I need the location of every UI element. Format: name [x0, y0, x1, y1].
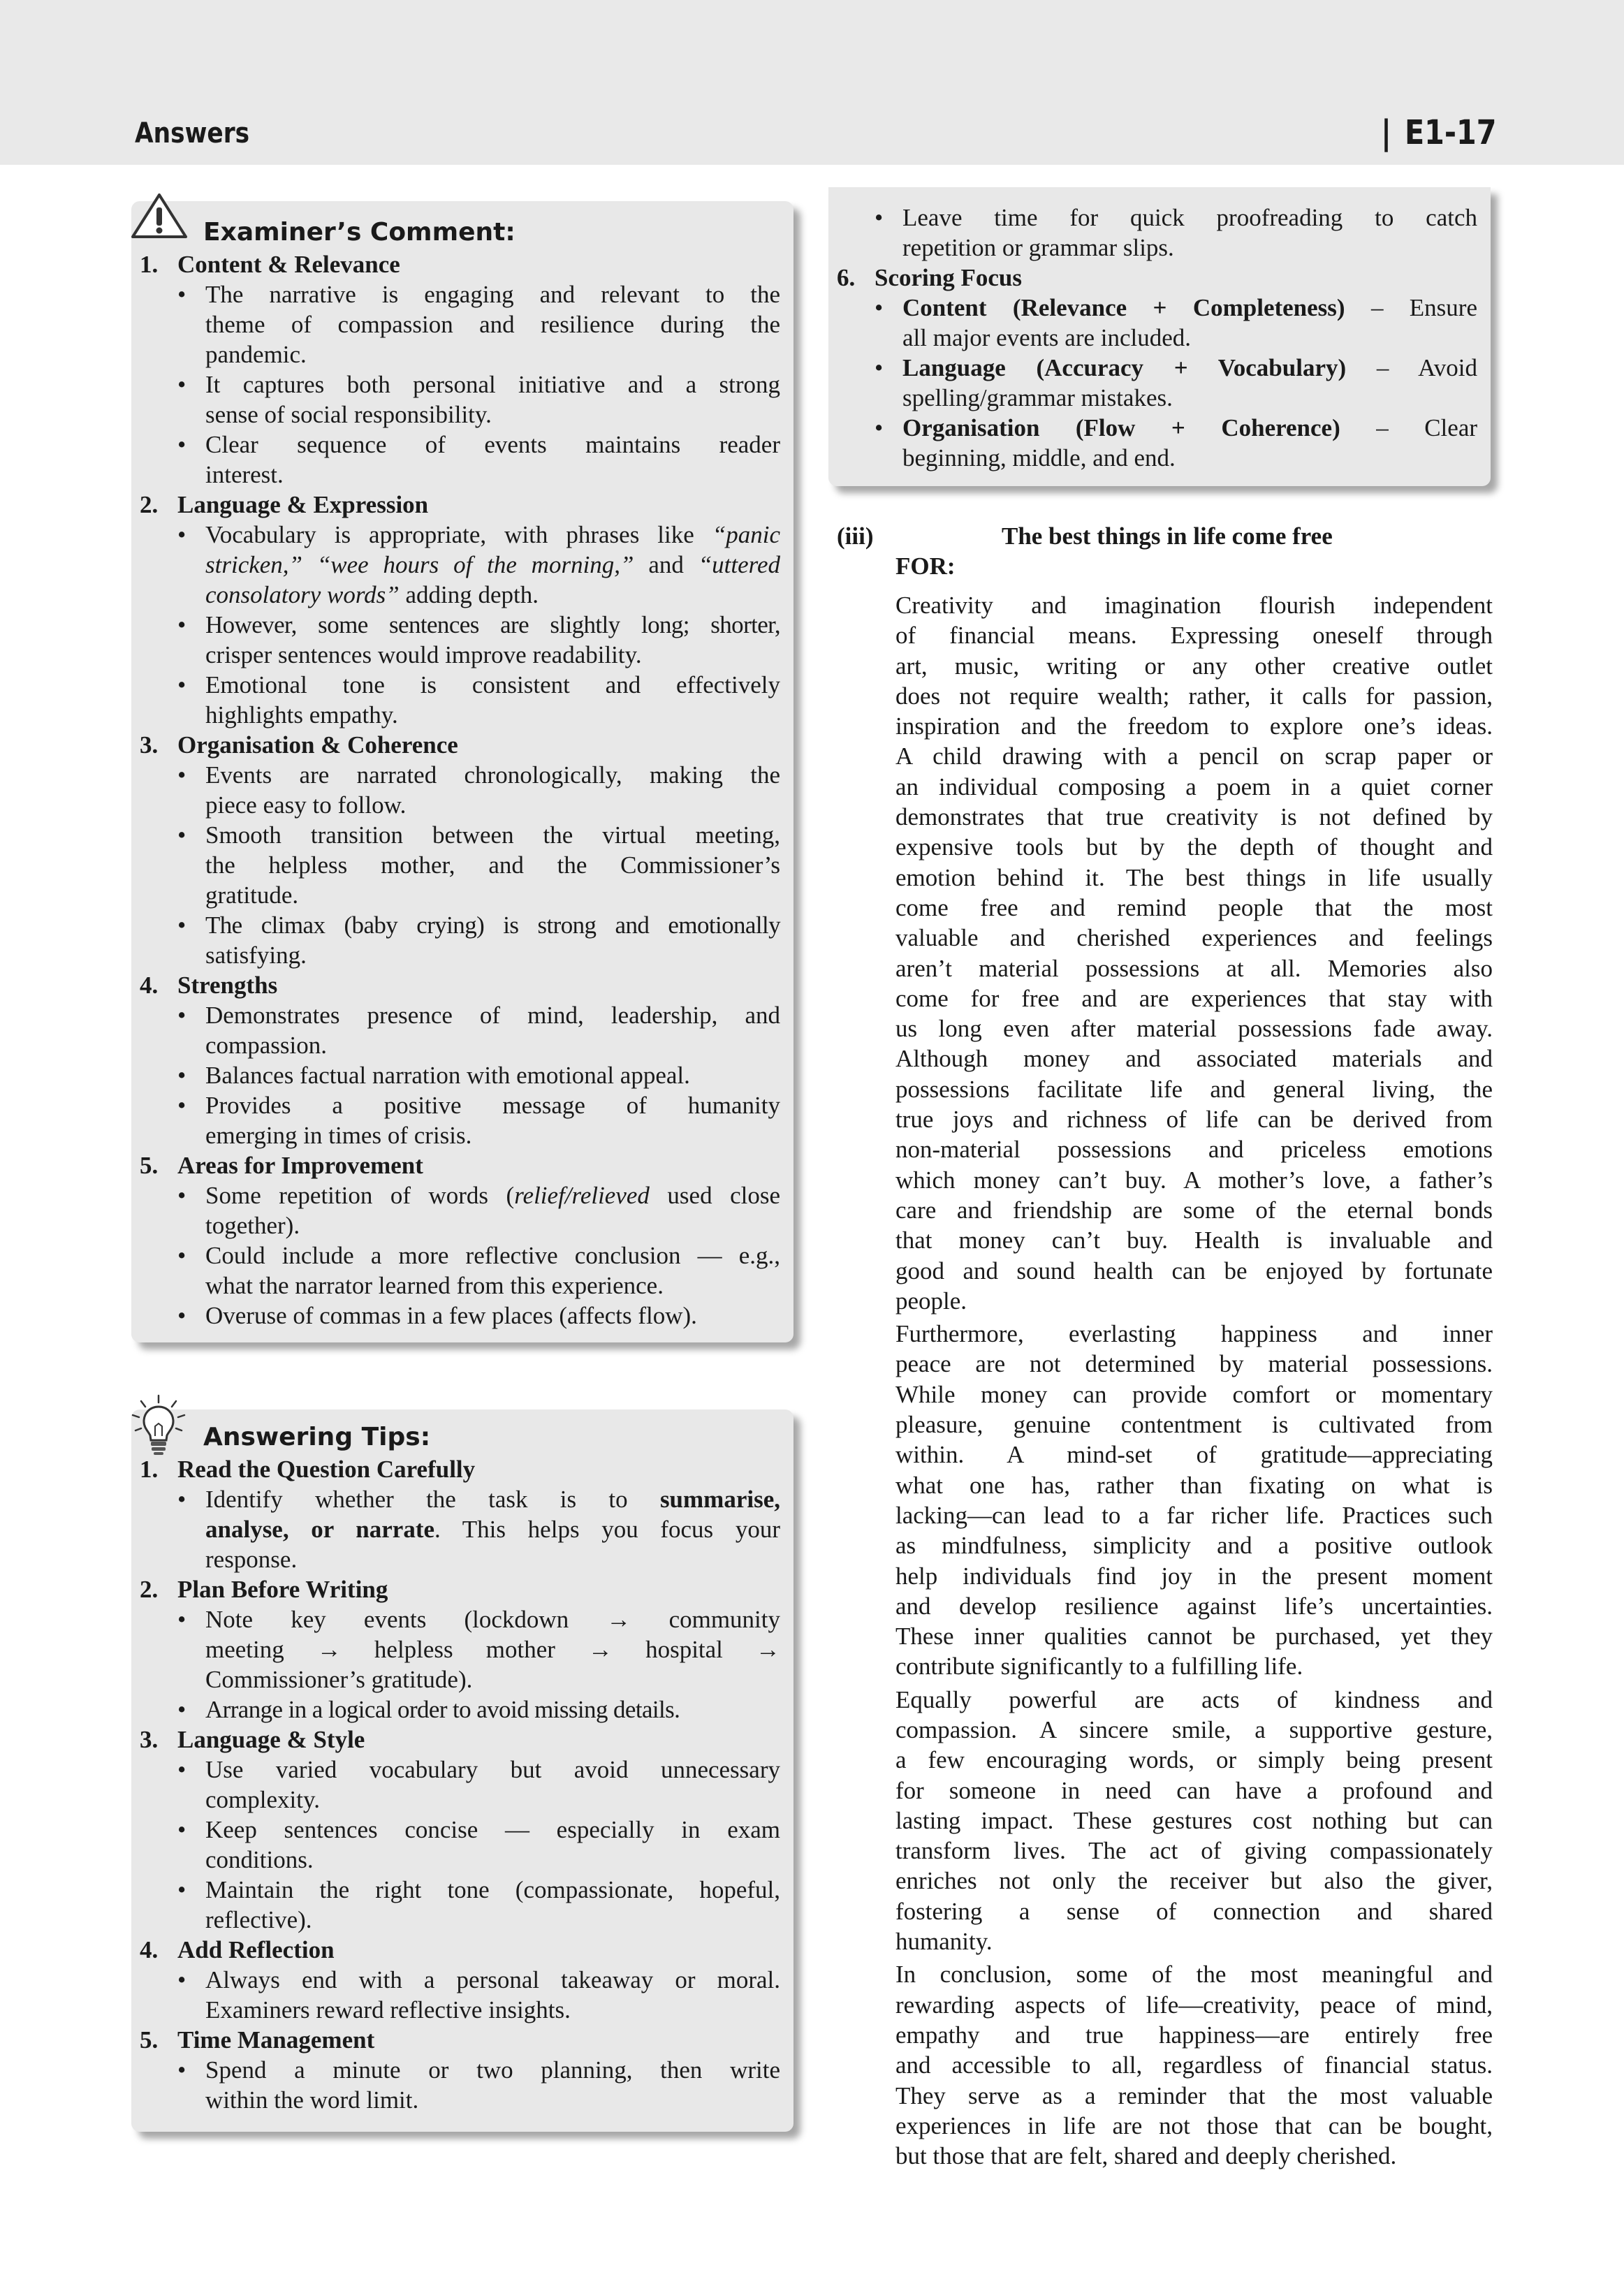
essay-line: lacking—can lead to a far richer life. Practices such [895, 1501, 1493, 1529]
essay-line: care and friendship are some of the eternal bonds [895, 1196, 1493, 1224]
essay-line: come free and remind people that the most [895, 893, 1493, 921]
list-heading: 1. Content & Relevance [140, 251, 400, 278]
essay-line: and develop resilience against life’s uncertainties. [895, 1592, 1493, 1620]
examiners-comment-list [140, 249, 780, 1331]
list-item: • Some repetition of words (relief/relieved used close [177, 1182, 780, 1209]
list-heading: 6. Scoring Focus [837, 264, 1022, 291]
list-item: • Use varied vocabulary but avoid unnecessary [177, 1756, 780, 1783]
list-item-cont: theme of compassion and resilience during the [205, 311, 780, 338]
essay-line: While money can provide comfort or momentary [895, 1380, 1493, 1408]
list-item-cont: sense of social responsibility. [205, 401, 492, 428]
list-item: • Arrange in a logical order to avoid missing details. [177, 1696, 680, 1723]
list-item-cont: conditions. [205, 1846, 314, 1873]
essay-body [895, 590, 1493, 2171]
lightbulb-icon [127, 1393, 190, 1457]
list-heading: 3. Organisation & Coherence [140, 731, 458, 759]
essay-line: possessions facilitate life and general living, the [895, 1075, 1493, 1103]
essay-paragraph-1 [895, 590, 1493, 1316]
list-item: • Note key events (lockdown → community [177, 1606, 780, 1633]
list-item: • Overuse of commas in a few places (affects flow). [177, 1302, 697, 1329]
list-item-cont: meeting → helpless mother → hospital → [205, 1636, 780, 1663]
list-item: • Spend a minute or two planning, then write [177, 2056, 780, 2084]
list-item-cont: crisper sentences would improve readability. [205, 641, 642, 668]
list-item-cont: together). [205, 1212, 300, 1239]
essay-line: of financial means. Expressing oneself through [895, 622, 1493, 650]
answering-tips-continued-list [837, 203, 1477, 473]
list-item-cont: response. [205, 1546, 298, 1573]
essay-line: what one has, rather than fixating on what is [895, 1471, 1493, 1499]
list-item: • Always end with a personal takeaway or moral. [177, 1966, 780, 1993]
essay-line: enriches not only the receiver but also the giver, [895, 1867, 1493, 1895]
list-item: • Balances factual narration with emotional appeal. [177, 1062, 690, 1089]
page-number: | E1-17 [1380, 113, 1496, 152]
list-item: • Events are narrated chronologically, making the [177, 761, 780, 789]
list-heading: 2. Language & Expression [140, 491, 429, 518]
list-item: • Identify whether the task is to summarise, [177, 1486, 780, 1513]
essay-line: Although money and associated materials and [895, 1045, 1493, 1073]
essay-line: help individuals find joy in the present moment [895, 1562, 1493, 1590]
essay-line: fostering a sense of connection and shared [895, 1897, 1493, 1925]
essay-line: true joys and richness of life can be derived from [895, 1106, 1493, 1134]
essay-line: expensive tools but by the depth of thought and [895, 833, 1493, 861]
list-item: • Emotional tone is consistent and effectively [177, 671, 780, 698]
essay-line: valuable and cherished experiences and feelings [895, 924, 1493, 952]
essay-line: art, music, writing or any other creative outlet [895, 652, 1493, 680]
list-item: • Demonstrates presence of mind, leadership, and [177, 1002, 780, 1029]
list-item: • The narrative is engaging and relevant to the [177, 281, 780, 308]
list-item-cont: satisfying. [205, 942, 307, 969]
list-item: • Could include a more reflective conclusion — e.g., [177, 1242, 780, 1269]
list-item: • Leave time for quick proofreading to catch [875, 204, 1477, 231]
list-item-cont: Examiners reward reflective insights. [205, 1996, 571, 2023]
essay-paragraph-4 [895, 1959, 1493, 2171]
essay-line: demonstrates that true creativity is not defined by [895, 803, 1493, 831]
list-item-cont: Commissioner’s gratitude). [205, 1666, 473, 1693]
essay-line: as mindfulness, simplicity and a positive outlook [895, 1532, 1493, 1560]
list-heading: 4. Add Reflection [140, 1936, 335, 1963]
list-item-cont: piece easy to follow. [205, 791, 407, 819]
essay-line: which money can’t buy. A mother’s love, a father’s [895, 1166, 1493, 1194]
essay-line: transform lives. The act of giving compassionately [895, 1837, 1493, 1865]
essay-line: pleasure, genuine contentment is cultivated from [895, 1411, 1493, 1439]
essay-line: These inner qualities cannot be purchased, yet they [895, 1623, 1493, 1650]
list-item-cont: gratitude. [205, 881, 299, 909]
essay-line: Equally powerful are acts of kindness and [895, 1685, 1493, 1713]
essay-line: In conclusion, some of the most meaningful and [895, 1961, 1493, 1989]
essay-line: us long even after material possessions fade away. [895, 1015, 1493, 1043]
essay-title: The best things in life come free [1002, 522, 1333, 550]
section-title: Answers [135, 117, 250, 149]
list-heading: 4. Strengths [140, 972, 278, 999]
list-item-cont: the helpless mother, and the Commissioner’s [205, 851, 780, 879]
essay-line: lasting impact. These gestures cost nothing but can [895, 1806, 1493, 1834]
list-item: • Content (Relevance + Completeness) – Ensure [875, 294, 1477, 321]
list-item: • Organisation (Flow + Coherence) – Clear [875, 414, 1478, 441]
essay-line: for someone in need can have a profound and [895, 1776, 1493, 1804]
list-item: • Provides a positive message of humanity [177, 1092, 780, 1119]
essay-line: non-material possessions and priceless emotions [895, 1136, 1493, 1164]
essay-line: and accessible to all, regardless of financial status. [895, 2051, 1493, 2079]
list-heading: 3. Language & Style [140, 1726, 365, 1753]
list-item: • However, some sentences are slightly long; shorter, [177, 611, 780, 638]
essay-line: does not require wealth; rather, it calls for passion, [895, 682, 1493, 710]
list-item-cont: pandemic. [205, 341, 307, 368]
list-item-cont: within the word limit. [205, 2086, 419, 2114]
essay-line: an individual composing a poem in a quiet corner [895, 773, 1493, 800]
list-heading: 5. Areas for Improvement [140, 1152, 423, 1179]
essay-line: inspiration and the freedom to explore one’s ideas. [895, 712, 1493, 740]
essay-line: a few encouraging words, or simply being present [895, 1746, 1493, 1774]
essay-line: come for free and are experiences that stay with [895, 984, 1493, 1012]
question-number: (iii) [837, 522, 874, 550]
essay-paragraph-2 [895, 1319, 1493, 1682]
list-item: • Keep sentences concise — especially in exam [177, 1816, 780, 1843]
essay-line: experiences in life are not those that can be bought, [895, 2111, 1493, 2139]
essay-paragraph-3 [895, 1685, 1493, 1957]
list-item: • It captures both personal initiative and a strong [177, 371, 780, 398]
essay-line: Creativity and imagination flourish independent [895, 592, 1493, 619]
list-item-cont: what the narrator learned from this experience. [205, 1272, 664, 1299]
examiners-comment-title: Examiner’s Comment: [203, 218, 515, 247]
list-item: • Language (Accuracy + Vocabulary) – Avoid [875, 354, 1477, 381]
list-item-cont: spelling/grammar mistakes. [902, 384, 1173, 411]
essay-line: humanity. [895, 1928, 993, 1956]
essay-line: empathy and true happiness—are entirely free [895, 2021, 1493, 2049]
list-item-cont: reflective). [205, 1906, 312, 1933]
essay-line: emotion behind it. The best things in life usually [895, 863, 1493, 891]
essay-line: good and sound health can be enjoyed by fortunate [895, 1257, 1493, 1284]
answering-tips-list [140, 1454, 780, 2115]
list-item: • Maintain the right tone (compassionate, hopeful, [177, 1876, 780, 1903]
list-item-cont: highlights empathy. [205, 701, 398, 729]
essay-line: They serve as a reminder that the most valuable [895, 2081, 1493, 2109]
list-heading: 5. Time Management [140, 2026, 375, 2054]
list-item: • Smooth transition between the virtual meeting, [177, 821, 780, 849]
list-item-cont: repetition or grammar slips. [902, 234, 1174, 261]
essay-line: contribute significantly to a fulfilling life. [895, 1653, 1303, 1681]
essay-line: peace are not determined by material possessions. [895, 1350, 1493, 1378]
list-heading: 2. Plan Before Writing [140, 1576, 388, 1603]
list-item-cont: analyse, or narrate. This helps you focus your [205, 1516, 780, 1543]
essay-line: that money can’t buy. Health is invaluable and [895, 1227, 1493, 1254]
essay-line: Furthermore, everlasting happiness and inner [895, 1320, 1493, 1348]
list-item-cont: beginning, middle, and end. [902, 444, 1176, 471]
list-item: • Clear sequence of events maintains reader [177, 431, 780, 458]
list-item-cont: complexity. [205, 1786, 320, 1813]
essay-line: but those that are felt, shared and deeply cherished. [895, 2142, 1397, 2170]
list-item-cont: stricken,” “wee hours of the morning,” and “uttered [205, 551, 780, 578]
essay-line: compassion. A sincere smile, a supportive gesture, [895, 1715, 1493, 1743]
essay-line: A child drawing with a pencil on scrap paper or [895, 742, 1493, 770]
list-item-cont: all major events are included. [902, 324, 1192, 351]
essay-line: rewarding aspects of life—creativity, peace of mind, [895, 1991, 1493, 2019]
essay-line: within. A mind-set of gratitude—appreciating [895, 1441, 1493, 1469]
essay-line: people. [895, 1287, 967, 1315]
list-item-cont: compassion. [205, 1032, 328, 1059]
list-heading: 1. Read the Question Carefully [140, 1456, 476, 1483]
essay-line: aren’t material possessions at all. Memories also [895, 954, 1493, 982]
answering-tips-title: Answering Tips: [203, 1423, 431, 1451]
list-item-cont: consolatory words” adding depth. [205, 581, 539, 608]
list-item: • Vocabulary is appropriate, with phrases like “panic [177, 521, 780, 548]
essay-stance: FOR: [895, 552, 956, 580]
list-item: • The climax (baby crying) is strong and emotionally [177, 912, 780, 939]
list-item-cont: interest. [205, 461, 284, 488]
list-item-cont: emerging in times of crisis. [205, 1122, 472, 1149]
warning-triangle-icon [130, 192, 189, 240]
